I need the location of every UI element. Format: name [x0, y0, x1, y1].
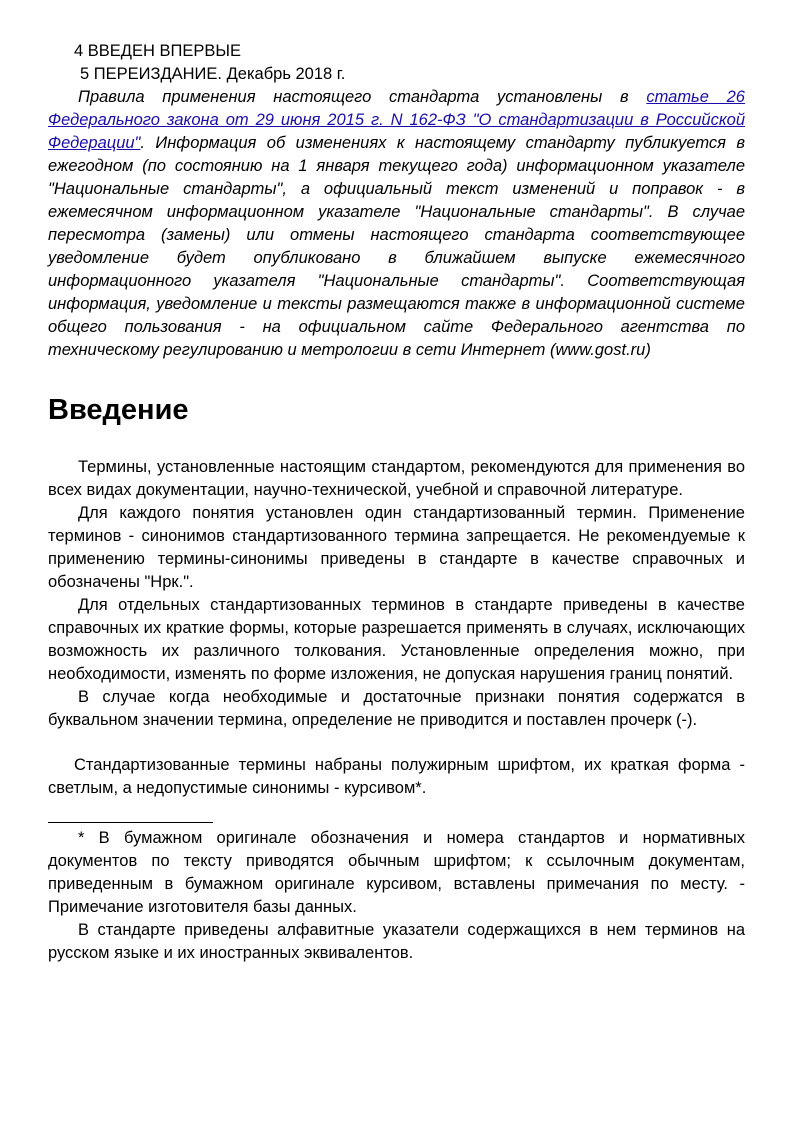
- application-rules-paragraph: [48, 86, 745, 362]
- formatting-note-paragraph: Стандартизованные термины набраны полужирным шрифтом, их краткая форма - светлым, а недопустимые синонимы - курсивом*.: [48, 756, 745, 797]
- federal-law-link[interactable]: статье 26 Федерального закона от 29 июня 2015 г. N 162-ФЗ "О стандартизации в Российской Федерации": [48, 88, 745, 152]
- introduction-heading: Введение: [48, 394, 189, 426]
- intro-paragraph-4: В случае когда необходимые и достаточные признаки понятия содержатся в буквальном значении термина, определение не приводится и поставлен прочерк (-).: [48, 688, 745, 729]
- reissue-line: 5 ПЕРЕИЗДАНИЕ. Декабрь 2018 г.: [80, 65, 346, 83]
- footnote-separator: [48, 822, 213, 823]
- intro-paragraph-1: Термины, установленные настоящим стандартом, рекомендуются для применения во всех видах документации, научно-технической, учебной и справочной литературе.: [48, 458, 745, 499]
- application-rules-text-start: Правила применения настоящего стандарта установлены в: [78, 88, 647, 106]
- intro-paragraph-2: Для каждого понятия установлен один стандартизованный термин. Применение терминов - синонимов стандартизованного термина запрещается. Не рекомендуемые к применению термины-синонимы приведены в стандарте в качестве справочных и обозначены "Нрк.".: [48, 504, 745, 591]
- footnote-text: * В бумажном оригинале обозначения и номера стандартов и нормативных документов по тексту приводятся обычным шрифтом; к ссылочным документам, приведенным в бумажном оригинале курсивом, вставлены примечания по месту. - Примечание изготовителя базы данных.: [48, 829, 745, 916]
- intro-paragraph-3: Для отдельных стандартизованных терминов в стандарте приведены в качестве справочных их краткие формы, которые разрешается применять в случаях, исключающих возможность их различного толкования. Установленные определения можно, при необходимости, изменять по форме изложения, не допуская нарушения границ понятий.: [48, 596, 745, 683]
- introduced-first-line: 4 ВВЕДЕН ВПЕРВЫЕ: [74, 42, 241, 60]
- application-rules-text-end: . Информация об изменениях к настоящему стандарту публикуется в ежегодном (по состоянию на 1 января текущего года) информационном указателе "Национальные стандарты", а официальный текст изменений и поправок - в ежемесячном информационном указателе "Национальные стандарты". В случае пересмотра (замены) или отмены настоящего стандарта соответствующее уведомление будет опубликовано в ближайшем выпуске ежемесячного информационного указателя "Национальные стандарты". Соответствующая информация, уведомление и тексты размещаются также в информационной системе общего пользования - на официальном сайте Федерального агентства по техническому регулированию и метрологии в сети Интернет (www.gost.ru): [48, 134, 745, 359]
- alphabetical-index-note: В стандарте приведены алфавитные указатели содержащихся в нем терминов на русском языке и их иностранных эквивалентов.: [48, 921, 745, 962]
